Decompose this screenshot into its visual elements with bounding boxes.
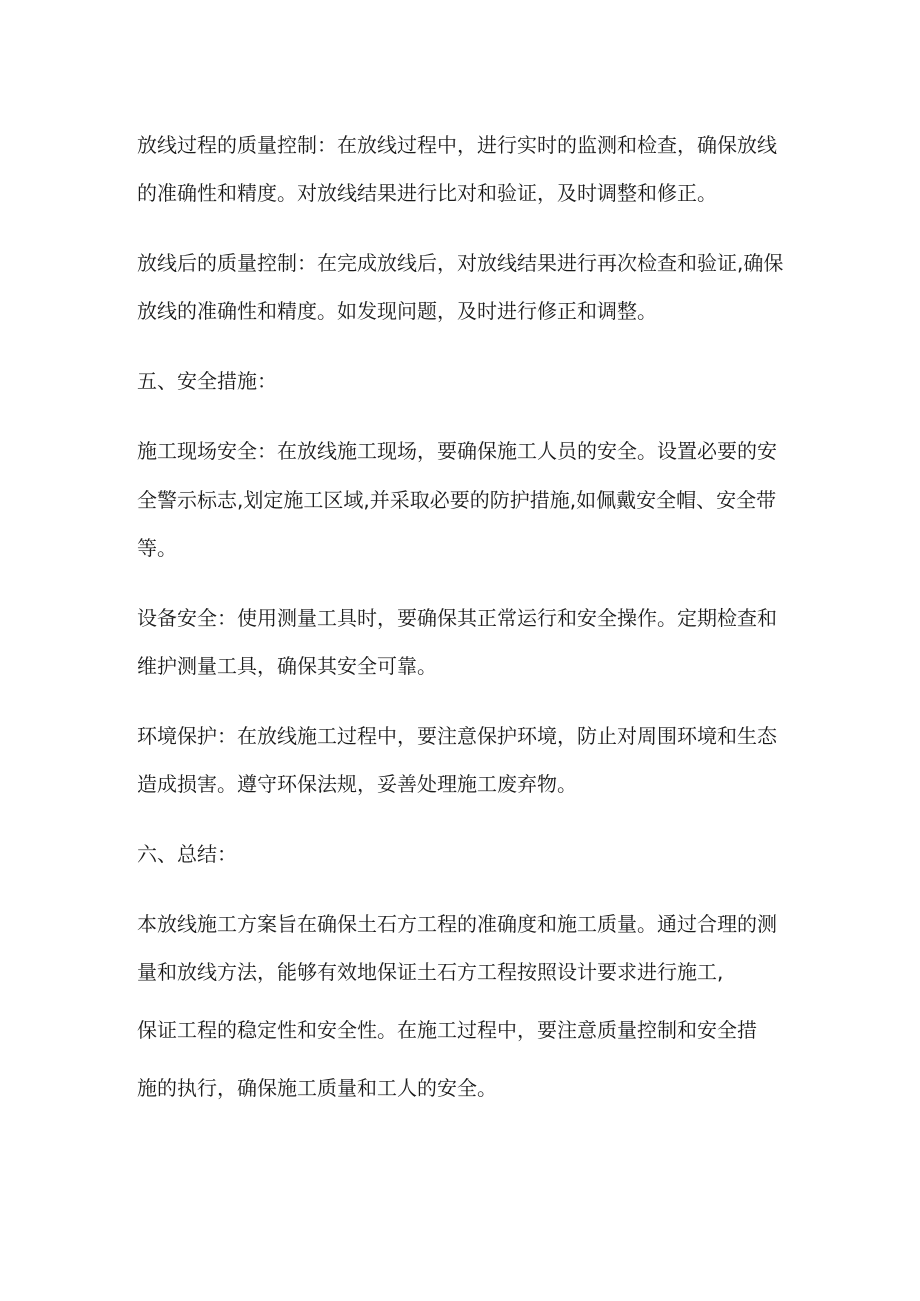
paragraph-line: 环境保护：在放线施工过程中，要注意保护环境，防止对周围环境和生态 [137, 724, 777, 748]
paragraph-line: 施的执行，确保施工质量和工人的安全。 [137, 1076, 497, 1100]
section-heading: 五、安全措施： [137, 369, 277, 393]
paragraph-line: 全警示标志,划定施工区域,并采取必要的防护措施,如佩戴安全帽、安全带 [137, 488, 777, 512]
paragraph-line: 的准确性和精度。对放线结果进行比对和验证，及时调整和修正。 [137, 181, 717, 205]
paragraph-line: 放线后的质量控制：在完成放线后，对放线结果进行再次检查和验证,确保 [137, 251, 784, 275]
paragraph-line: 量和放线方法，能够有效地保证土石方工程按照设计要求进行施工, [137, 960, 724, 984]
section-heading: 六、总结： [137, 842, 237, 866]
paragraph-line: 放线过程的质量控制：在放线过程中，进行实时的监测和检查，确保放线 [137, 133, 777, 157]
paragraph-line: 维护测量工具，确保其安全可靠。 [137, 654, 437, 678]
paragraph-line: 设备安全：使用测量工具时，要确保其正常运行和安全操作。定期检查和 [137, 606, 777, 630]
paragraph-line: 等。 [137, 536, 177, 560]
paragraph-line: 放线的准确性和精度。如发现问题，及时进行修正和调整。 [137, 299, 657, 323]
paragraph-line: 造成损害。遵守环保法规，妥善处理施工废弃物。 [137, 772, 577, 796]
paragraph-line: 施工现场安全：在放线施工现场，要确保施工人员的安全。设置必要的安 [137, 439, 777, 463]
paragraph-line: 本放线施工方案旨在确保土石方工程的准确度和施工质量。通过合理的测 [137, 912, 777, 936]
paragraph-line: 保证工程的稳定性和安全性。在施工过程中，要注意质量控制和安全措 [137, 1018, 757, 1042]
